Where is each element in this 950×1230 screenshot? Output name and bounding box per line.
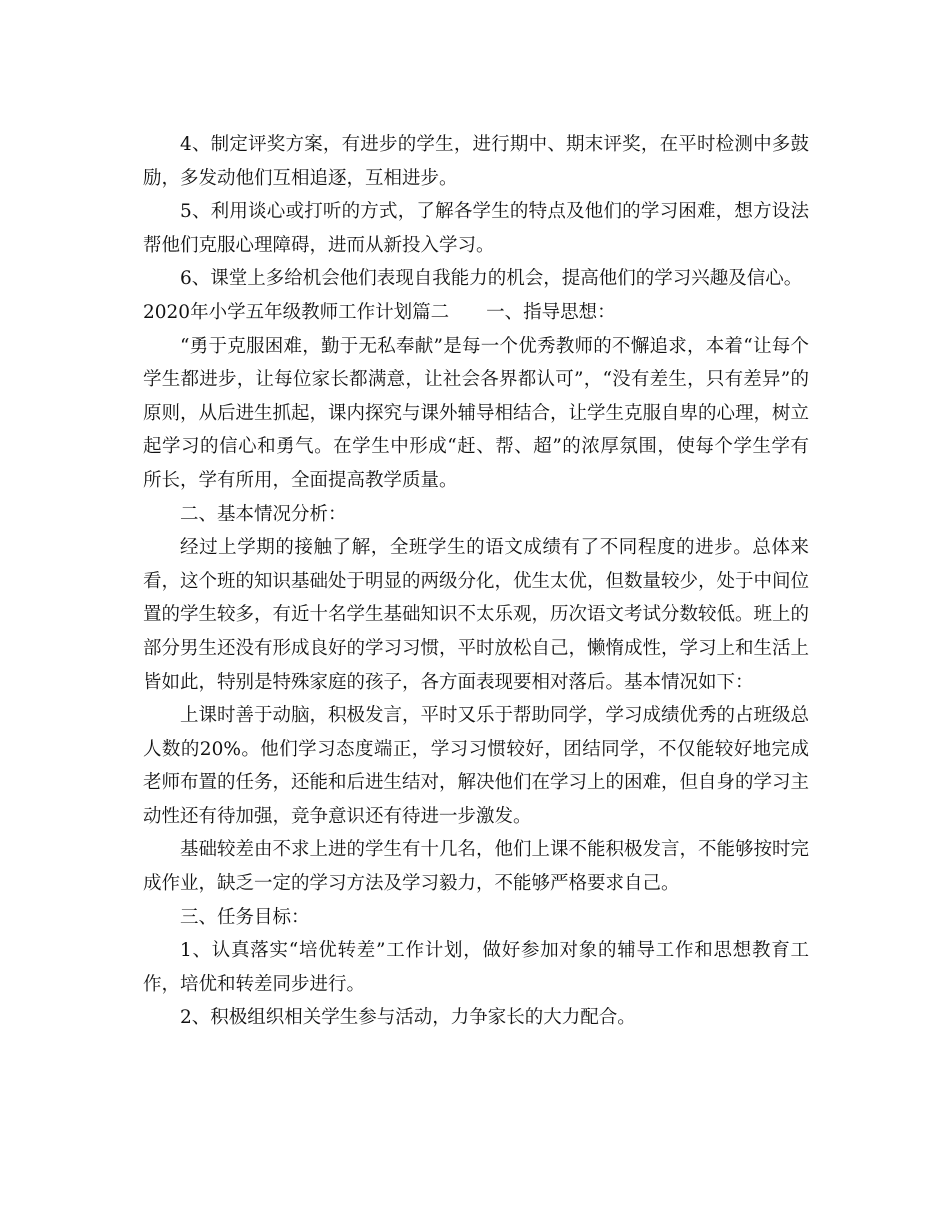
paragraph-goal-one: 1、认真落实“培优转差”工作计划，做好参加对象的辅导工作和思想教育工作，培优和转差同步进行。 [143, 940, 809, 995]
paragraph-weak-students: 基础较差由不求上进的学生有十几名，他们上课不能积极发言，不能够按时完成作业，缺乏一定的学习方法及学习毅力，不能够严格要求自己。 [143, 839, 810, 895]
paragraph-top-students: 上课时善于动脑，积极发言，平时又乐于帮助同学，学习成绩优秀的占班级总人数的20%。他们学习态度端正，学习习惯较好，团结同学，不仅能较好地完成老师布置的任务，还能和后进生结对，解决他们在学习上的困难，但自身的学习主动性还有待加强，竞争意识还有待进一步激发。 [143, 705, 810, 827]
section-heading-situation: 二、基本情况分析： [180, 503, 347, 525]
paragraph-talk-method: 5、利用谈心或打听的方式，了解各学生的特点及他们的学习困难，想方设法帮他们克服心理障碍，进而从新投入学习。 [143, 201, 809, 256]
section-heading-plan-two: 2020年小学五年级教师工作计划篇二 一、指导思想： [143, 301, 616, 323]
document-body [143, 128, 809, 1035]
paragraph-guiding-thought: “勇于克服困难，勤于无私奉献”是每一个优秀教师的不懈追求，本着“让每个学生都进步，让每位家长都满意，让社会各界都认可”，“没有差生，只有差异”的原则，从后进生抓起，课内探究与课外辅导相结合，让学生克服自卑的心理，树立起学习的信心和勇气。在学生中形成“赶、帮、超”的浓厚氛围，使每个学生学有所长，学有所用，全面提高教学质量。 [143, 335, 810, 491]
paragraph-classroom-opportunity: 6、课堂上多给机会他们表现自我能力的机会，提高他们的学习兴趣及信心。 [180, 268, 803, 290]
paragraph-situation-analysis: 经过上学期的接触了解，全班学生的语文成绩有了不同程度的进步。总体来看，这个班的知识基础处于明显的两级分化，优生太优，但数量较少，处于中间位置的学生较多，有近十名学生基础知识不太乐观，历次语文考试分数较低。班上的部分男生还没有形成良好的学习习惯，平时放松自己，懒惰成性，学习上和生活上皆如此，特别是特殊家庭的孩子，各方面表现要相对落后。基本情况如下： [143, 537, 810, 693]
paragraph-award-plan: 4、制定评奖方案，有进步的学生，进行期中、期末评奖，在平时检测中多鼓励，多发动他们互相追逐，互相进步。 [143, 134, 809, 189]
paragraph-goal-two: 2、积极组织相关学生参与活动，力争家长的大力配合。 [180, 1007, 636, 1029]
section-heading-goals: 三、任务目标： [180, 906, 310, 928]
